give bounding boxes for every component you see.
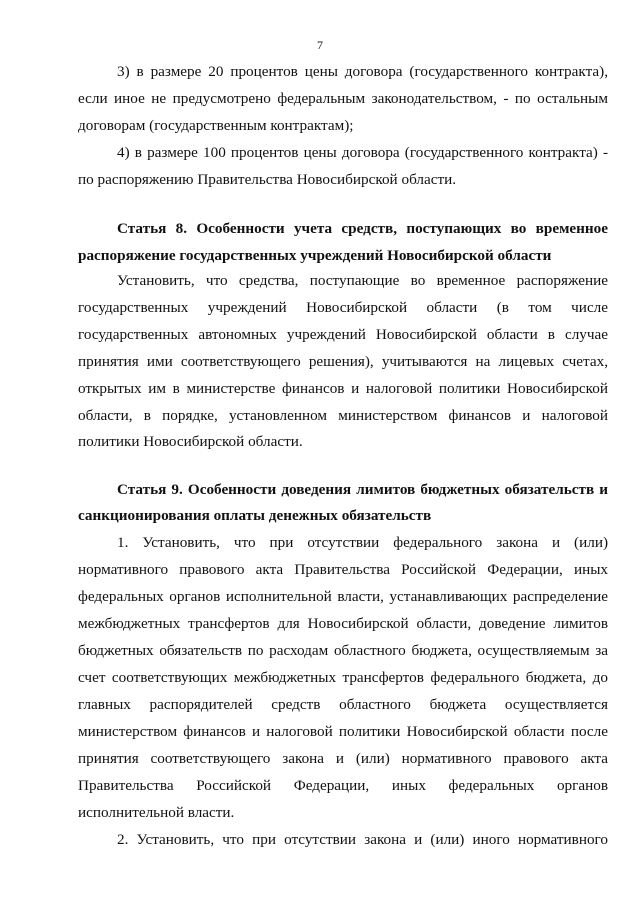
article-8-heading: распоряжение государственных учреждений Новосибирской области: [78, 247, 552, 264]
article-9-heading: санкционирования оплаты денежных обязательств: [78, 507, 432, 524]
paragraph-line: принятия ими соответствующего решения), учитываются на лицевых счетах,: [78, 353, 608, 370]
paragraph-line: Правительства Российской Федерации, иных федеральных органов: [78, 777, 608, 794]
paragraph-line: исполнительной власти.: [78, 804, 235, 821]
paragraph-line: 2. Установить, что при отсутствии закона и (или) иного нормативного: [117, 831, 608, 848]
paragraph-line: договорам (государственным контрактам);: [78, 117, 354, 134]
page-number: 7: [317, 38, 323, 52]
paragraph-line: политики Новосибирской области.: [78, 433, 303, 450]
paragraph-line: министерством финансов и налоговой политики Новосибирской области после: [78, 723, 608, 740]
paragraph-line: федеральных органов исполнительной власти, устанавливающих распределение: [78, 588, 608, 605]
paragraph-line: нормативного правового акта Правительства Российской Федерации, иных: [78, 561, 608, 578]
paragraph-line: главных распорядителей средств областного бюджета осуществляется: [78, 696, 608, 713]
paragraph-line: бюджетных обязательств по расходам областного бюджета, осуществляемым за: [78, 642, 608, 659]
paragraph-line: государственных автономных учреждений Новосибирской области в случае: [78, 326, 608, 343]
paragraph-line: счет соответствующих межбюджетных трансфертов федерального бюджета, до: [78, 669, 608, 686]
paragraph-line: 1. Установить, что при отсутствии федерального закона и (или): [117, 534, 608, 551]
paragraph-line: 4) в размере 100 процентов цены договора (государственного контракта) -: [117, 144, 608, 161]
article-9-heading: Статья 9. Особенности доведения лимитов бюджетных обязательств и: [117, 481, 608, 498]
paragraph-line: открытых им в министерстве финансов и налоговой политики Новосибирской: [78, 380, 608, 397]
paragraph-line: по распоряжению Правительства Новосибирской области.: [78, 171, 457, 188]
paragraph-line: принятия соответствующего закона и (или) нормативного правового акта: [78, 750, 608, 767]
article-8-heading: Статья 8. Особенности учета средств, поступающих во временное: [117, 220, 608, 237]
paragraph-line: Установить, что средства, поступающие во временное распоряжение: [117, 272, 608, 289]
paragraph-line: если иное не предусмотрено федеральным законодательством, - по остальным: [78, 90, 608, 107]
paragraph-line: 3) в размере 20 процентов цены договора (государственного контракта),: [117, 63, 608, 80]
paragraph-line: области, в порядке, установленном министерством финансов и налоговой: [78, 407, 608, 424]
paragraph-line: государственных учреждений Новосибирской области (в том числе: [78, 299, 608, 316]
paragraph-line: межбюджетных трансфертов для Новосибирской области, доведение лимитов: [78, 615, 608, 632]
